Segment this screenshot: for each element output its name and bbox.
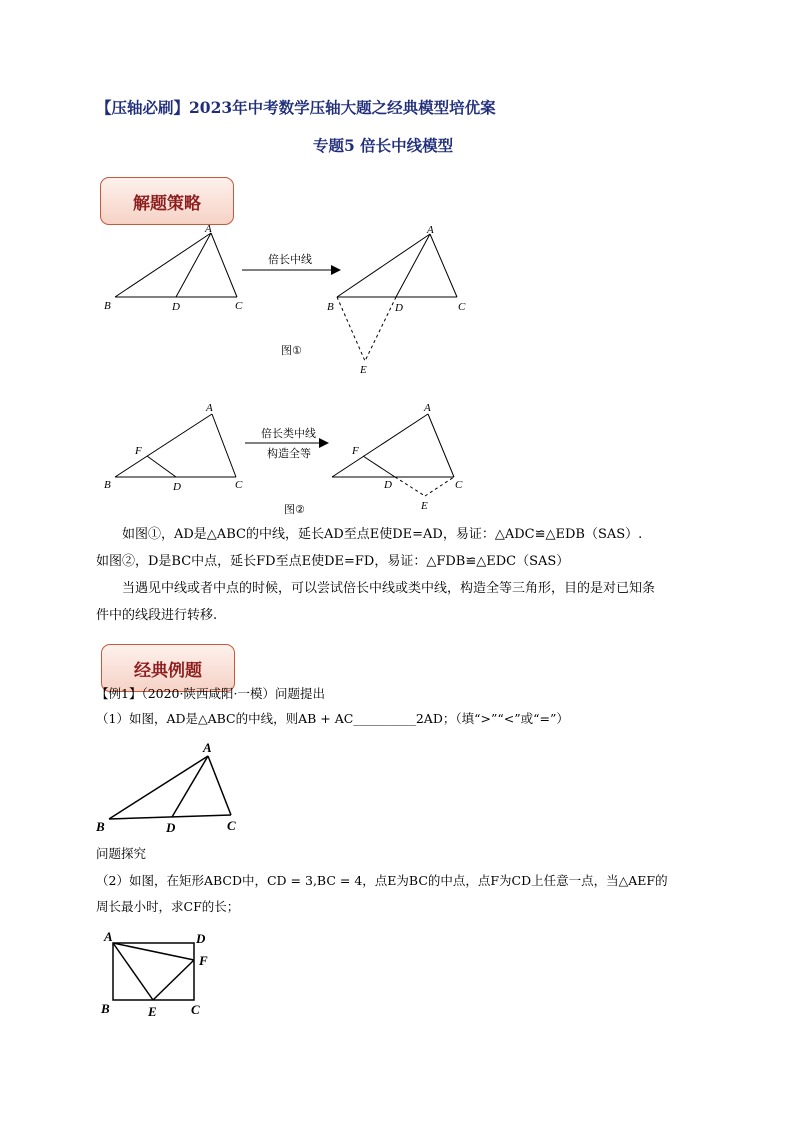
fig2-arrow-label-2: 构造全等 (267, 447, 311, 460)
figure-2 (95, 395, 495, 525)
fig4-label-f: F (199, 953, 208, 968)
fig4-label-b: B (101, 1001, 110, 1016)
figure-4 (95, 922, 225, 1022)
figure-4-rectangle (113, 943, 194, 1000)
fig1-right-label-a: A (427, 224, 434, 236)
fig2-right-label-f: F (352, 445, 359, 457)
example-1-intro: 【例1】（2020·陕西咸阳·一模）问题提出 (96, 686, 325, 701)
example-1-explore-label: 问题探究 (96, 846, 147, 861)
fig1-right-label-c: C (458, 301, 466, 313)
fig4-label-c: C (191, 1002, 200, 1017)
fig4-label-e: E (148, 1004, 157, 1019)
section-badge-examples-label: 经典例题 (134, 660, 202, 681)
figure-1-right-triangle (337, 234, 457, 361)
fig1-left-label-a: A (205, 223, 212, 235)
figure-1-left-triangle (115, 233, 237, 297)
figure-2-left-triangle (115, 414, 236, 477)
fig2-arrow-label-1: 倍长类中线 (261, 427, 316, 440)
fig2-left-label-b: B (104, 479, 111, 491)
fig1-left-label-b: B (104, 300, 111, 312)
example-1-question-2-line-1: （2）如图，在矩形ABCD中，CD = 3,BC = 4，点E为BC的中点，点F为CD上任意一点，当△AEF的 (96, 873, 668, 888)
fig2-caption: 图② (284, 503, 305, 516)
strategy-line-3: 当遇见中线或者中点的时候，可以尝试倍长中线或类中线，构造全等三角形，目的是对已知条 (122, 581, 656, 596)
strategy-line-2: 如图②，D是BC中点，延长FD至点E使DE=FD，易证：△FDB≌△EDC（SAS） (96, 554, 570, 569)
fig4-label-a: A (104, 929, 113, 944)
fig1-right-label-e: E (360, 364, 367, 376)
figure-3 (90, 735, 250, 835)
fig2-left-label-f: F (135, 445, 142, 457)
figure-2-right-triangle (332, 414, 454, 496)
fig3-label-c: C (227, 818, 236, 833)
fig2-right-label-d: D (384, 479, 392, 491)
fig1-arrow-label: 倍长中线 (268, 253, 312, 266)
fig2-left-label-d: D (173, 481, 181, 493)
fig3-label-b: B (96, 819, 105, 834)
section-badge-strategy-label: 解题策略 (133, 193, 201, 214)
document-title: 【压轴必刷】2023年中考数学压轴大题之经典模型培优案 (96, 98, 496, 117)
fig1-left-label-c: C (235, 300, 243, 312)
fig2-right-label-c: C (455, 479, 463, 491)
fig1-left-label-d: D (172, 301, 180, 313)
fig2-right-label-e: E (421, 500, 428, 512)
fig3-label-d: D (166, 820, 176, 835)
document-subtitle: 专题5 倍长中线模型 (313, 136, 454, 155)
strategy-line-4: 件中的线段进行转移. (96, 608, 218, 623)
example-1-question-1: （1）如图，AD是△ABC的中线，则AB + AC__________2AD；（填“>”“<”或“=”） (96, 711, 569, 726)
strategy-line-1: 如图①，AD是△ABC的中线，延长AD至点E使DE=AD，易证：△ADC≌△EDB（SAS）. (122, 527, 643, 542)
fig1-right-label-d: D (395, 302, 403, 314)
figure-1 (95, 220, 495, 380)
section-badge-strategy (100, 177, 234, 225)
fig2-right-label-a: A (424, 402, 431, 414)
fig2-left-label-c: C (235, 479, 243, 491)
fig1-right-label-b: B (327, 301, 334, 313)
fig2-left-label-a: A (206, 402, 213, 414)
figure-1-arrow (242, 265, 341, 275)
fig4-label-d: D (196, 931, 206, 946)
figure-3-triangle (109, 756, 231, 819)
example-1-question-2-line-2: 周长最小时，求CF的长； (96, 899, 240, 914)
fig3-label-a: A (203, 740, 212, 755)
fig1-caption: 图① (281, 344, 302, 357)
